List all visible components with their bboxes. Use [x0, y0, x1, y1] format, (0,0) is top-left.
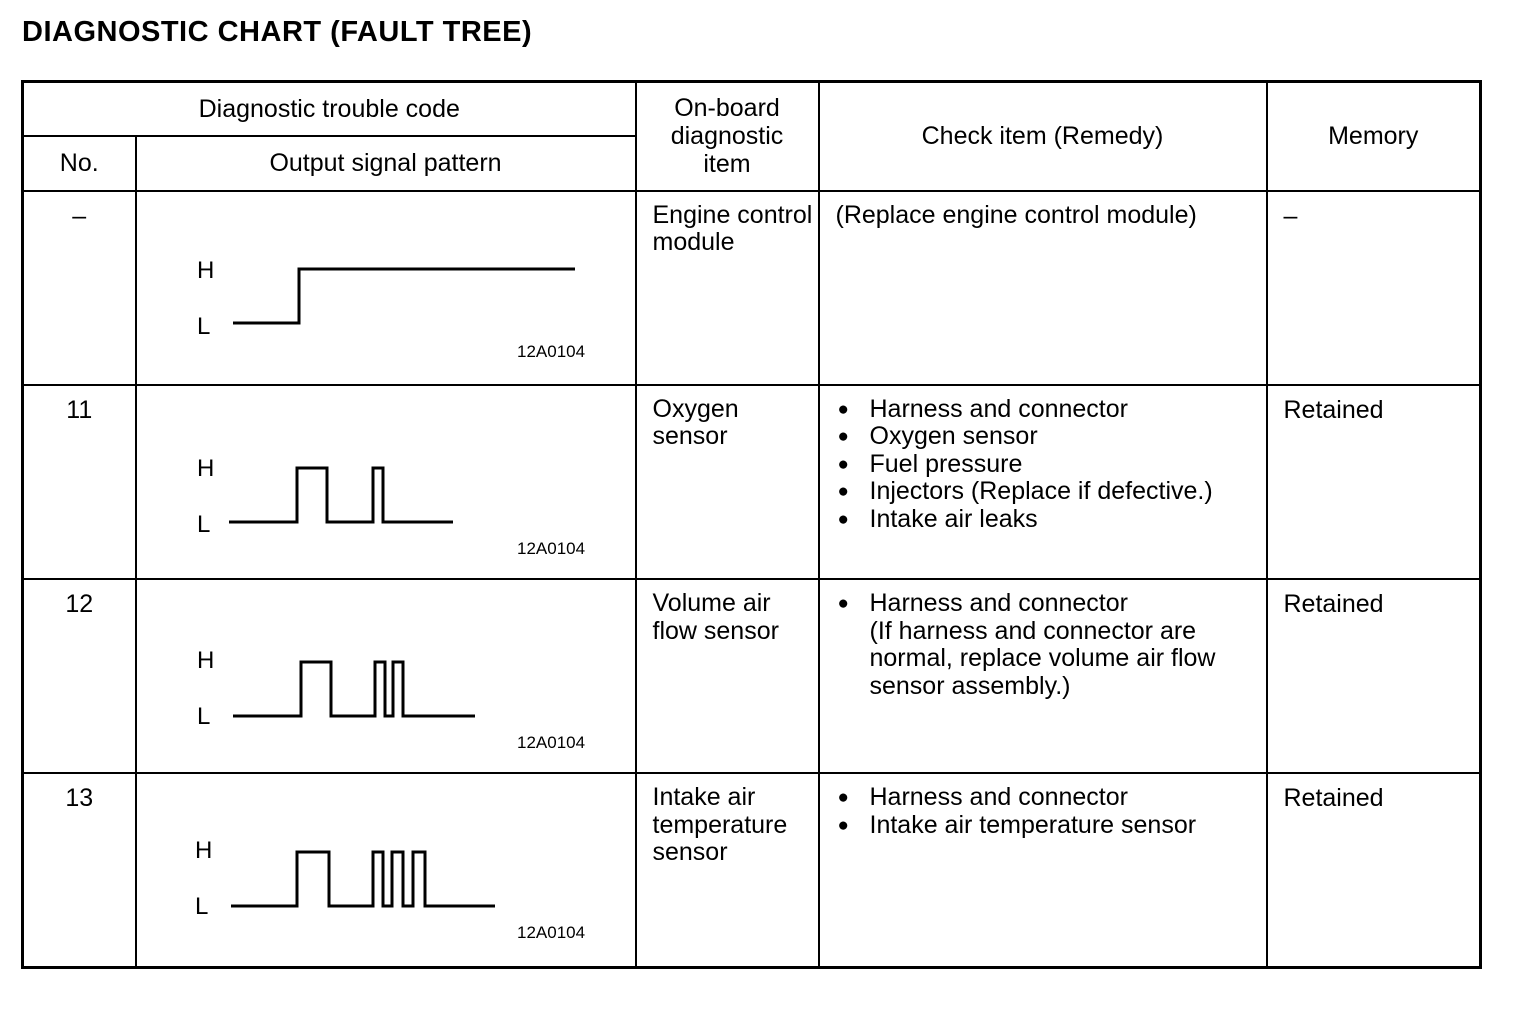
row-no: 13	[23, 773, 136, 967]
table-row	[23, 579, 1481, 773]
signal-pattern-graphic	[137, 774, 637, 969]
check-item	[819, 773, 1267, 967]
signal-pattern-cell	[136, 773, 636, 967]
header-no: No.	[23, 136, 136, 191]
table-row	[23, 385, 1481, 579]
signal-pattern-graphic	[137, 386, 637, 578]
signal-label-high: H	[194, 837, 212, 865]
signal-pattern-cell	[136, 385, 636, 579]
diagnostic-item: Engine control module	[636, 191, 819, 385]
signal-pattern-cell	[136, 579, 636, 773]
signal-pattern-graphic	[137, 580, 637, 772]
header-check-item: Check item (Remedy)	[819, 82, 1267, 191]
check-item	[819, 385, 1267, 579]
signal-label-low: L	[196, 703, 210, 731]
signal-label-high: H	[196, 256, 214, 284]
memory-value: –	[1267, 191, 1481, 385]
check-list	[836, 784, 1266, 839]
check-list-item: ● Oxygen sensor	[836, 423, 1266, 451]
check-list-item: ● Harness and connector	[836, 784, 1266, 812]
page-title: DIAGNOSTIC CHART (FAULT TREE)	[22, 16, 533, 48]
table-row	[23, 773, 1481, 967]
row-no: 11	[23, 385, 136, 579]
signal-waveform	[231, 852, 495, 906]
check-list	[836, 396, 1266, 534]
diagnostic-item: Intake air temperature sensor	[636, 773, 819, 967]
memory-value: Retained	[1267, 773, 1481, 967]
header-onboard-item	[636, 82, 819, 191]
figure-code: 12A0104	[516, 733, 585, 753]
header-dtc: Diagnostic trouble code	[23, 82, 636, 137]
memory-value: Retained	[1267, 385, 1481, 579]
signal-label-high: H	[196, 454, 214, 482]
check-list-item: ● Intake air leaks	[836, 506, 1266, 534]
check-list-item: ● Intake air temperature sensor	[836, 812, 1266, 840]
signal-label-low: L	[194, 893, 208, 921]
header-memory: Memory	[1267, 82, 1481, 191]
figure-code: 12A0104	[516, 923, 585, 943]
row-no: 12	[23, 579, 136, 773]
check-note: (If harness and connector are normal, replace volume air flow sensor assembly.)	[869, 616, 1216, 700]
header-output-signal-pattern: Output signal pattern	[136, 136, 636, 191]
diagnostic-item: Volume air flow sensor	[636, 579, 819, 773]
header-onboard-text: On-board diagnostic item	[670, 94, 784, 179]
row-no: –	[23, 191, 136, 385]
table-row	[23, 191, 1481, 385]
signal-label-low: L	[196, 510, 210, 538]
check-list-item: ● Injectors (Replace if defective.)	[836, 478, 1266, 506]
figure-code: 12A0104	[516, 341, 585, 361]
figure-code: 12A0104	[516, 538, 585, 558]
signal-waveform	[229, 468, 453, 522]
signal-waveform	[233, 662, 475, 716]
signal-pattern-graphic	[137, 192, 637, 384]
check-list-item: ● Fuel pressure	[836, 451, 1266, 479]
memory-value: Retained	[1267, 579, 1481, 773]
diagnostic-chart-table	[21, 80, 1482, 969]
check-item: (Replace engine control module)	[819, 191, 1267, 385]
check-list	[836, 590, 1266, 618]
diagnostic-item: Oxygen sensor	[636, 385, 819, 579]
signal-pattern-cell	[136, 191, 636, 385]
check-list-item: ● Harness and connector	[836, 396, 1266, 424]
signal-label-low: L	[196, 312, 210, 340]
signal-label-high: H	[196, 647, 214, 675]
check-item	[819, 579, 1267, 773]
signal-waveform	[233, 269, 575, 323]
check-list-item: ● Harness and connector	[836, 590, 1266, 618]
